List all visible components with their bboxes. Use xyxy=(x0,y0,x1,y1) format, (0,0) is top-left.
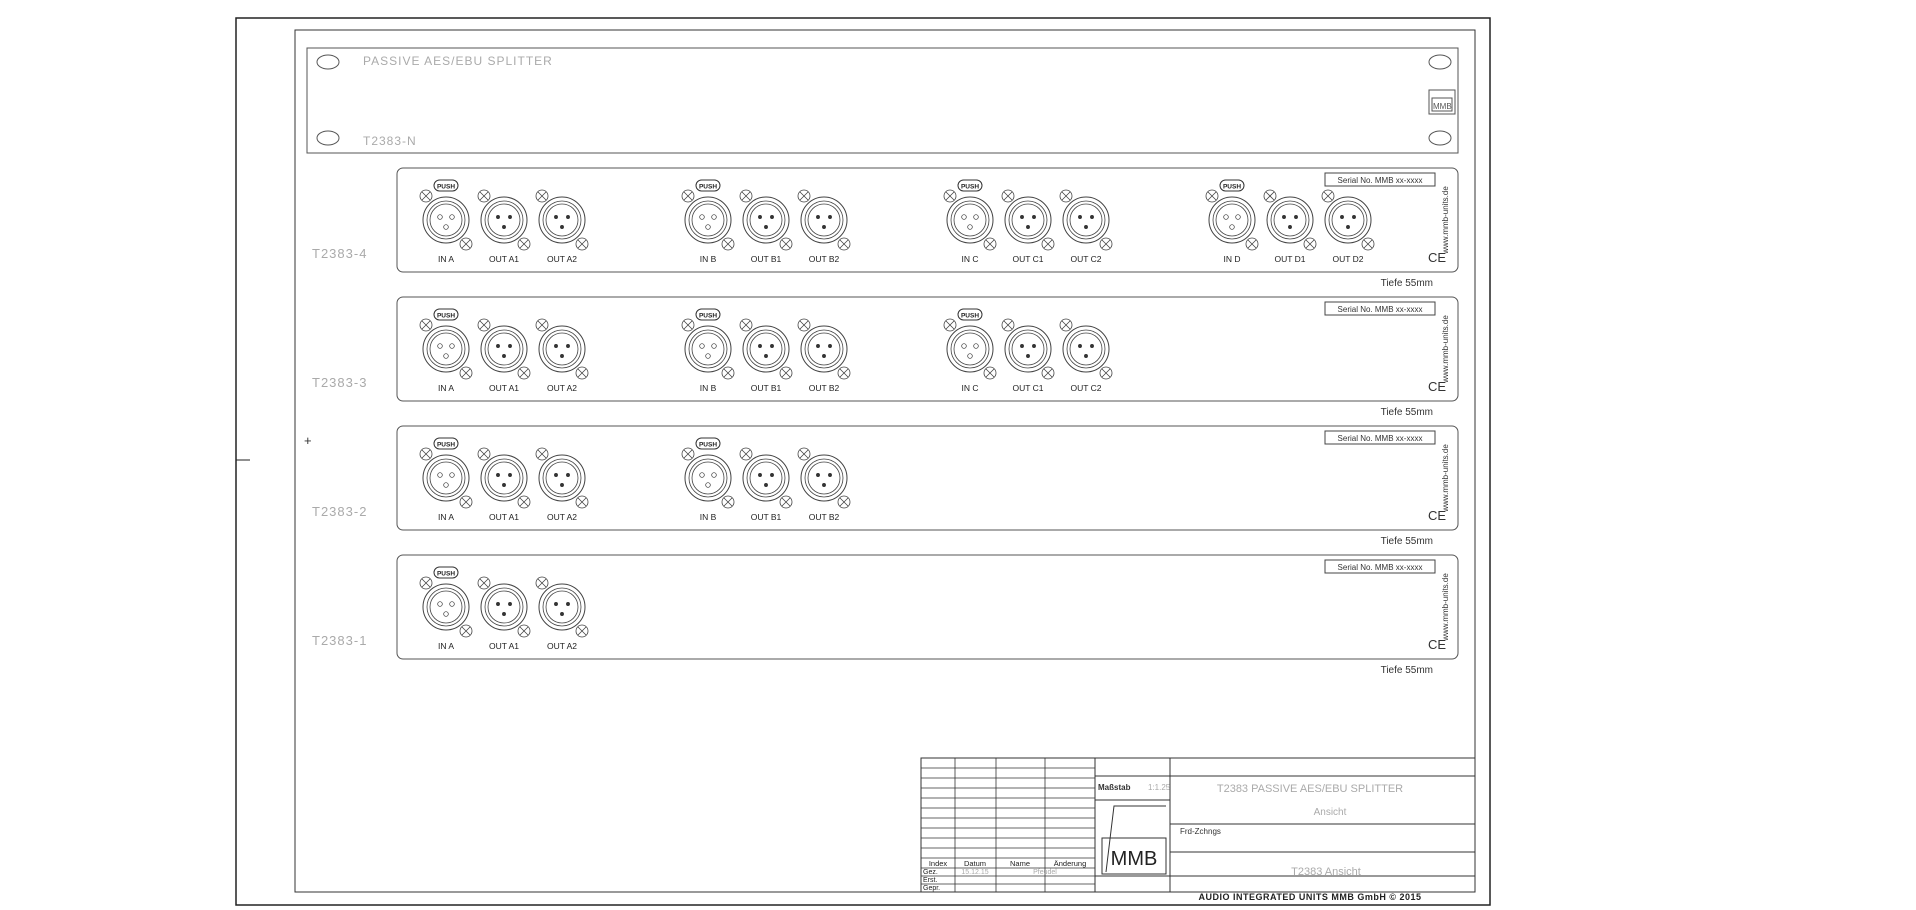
connector-label: OUT A2 xyxy=(546,254,578,264)
screw-icon xyxy=(536,319,548,331)
connector-label: IN C xyxy=(961,254,979,264)
screw-icon xyxy=(576,238,588,250)
xlr-input-in-c xyxy=(944,319,996,393)
revision-row-label: Gez. xyxy=(923,869,938,876)
xlr-output-out-a2 xyxy=(536,448,588,522)
ce-mark: CE xyxy=(1428,637,1447,652)
screw-icon xyxy=(780,238,792,250)
screw-icon xyxy=(798,319,810,331)
xlr-output-out-d2 xyxy=(1322,190,1374,264)
website-label: www.mmb-units.de xyxy=(1441,315,1450,383)
screw-icon xyxy=(420,190,432,202)
screw-icon xyxy=(780,496,792,508)
connector-group-1 xyxy=(420,438,588,522)
screw-icon xyxy=(518,496,530,508)
screw-icon xyxy=(1100,238,1112,250)
depth-label: Tiefe 55mm xyxy=(1380,665,1433,676)
screw-icon xyxy=(536,190,548,202)
connector-label: OUT D1 xyxy=(1274,254,1306,264)
mount-hole-bottom-right xyxy=(1429,131,1451,145)
screw-icon xyxy=(478,448,490,460)
push-label: PUSH xyxy=(960,183,980,191)
push-label: PUSH xyxy=(436,441,456,449)
connector-label: OUT B1 xyxy=(750,383,782,393)
mount-hole-bottom-left xyxy=(317,131,339,145)
revision-header: Name xyxy=(1009,859,1031,868)
connector-label: OUT C2 xyxy=(1070,383,1102,393)
ce-mark: CE xyxy=(1428,250,1447,265)
ce-mark: CE xyxy=(1428,508,1447,523)
website-label: www.mmb-units.de xyxy=(1441,444,1450,512)
module-name: T2383-3 xyxy=(312,375,368,390)
xlr-input-in-a xyxy=(420,319,472,393)
front-panel-title: PASSIVE AES/EBU SPLITTER xyxy=(363,54,553,68)
front-panel-model: T2383-N xyxy=(363,134,417,148)
screw-icon xyxy=(838,367,850,379)
module-name: T2383-4 xyxy=(312,246,368,261)
screw-icon xyxy=(420,577,432,589)
xlr-output-out-a1 xyxy=(478,577,530,651)
drawn-date: 15.12.15 xyxy=(961,869,989,876)
connector-group-3 xyxy=(944,309,1112,393)
connector-label: OUT B1 xyxy=(750,254,782,264)
xlr-output-out-b2 xyxy=(798,190,850,264)
xlr-input-in-b xyxy=(682,448,734,522)
xlr-input-in-a xyxy=(420,448,472,522)
xlr-output-out-b1 xyxy=(740,448,792,522)
drawn-by: Pfeudel xyxy=(1033,869,1057,876)
screw-icon xyxy=(1322,190,1334,202)
xlr-output-out-b2 xyxy=(798,448,850,522)
xlr-output-out-b1 xyxy=(740,319,792,393)
screw-icon xyxy=(838,496,850,508)
push-label: PUSH xyxy=(698,441,718,449)
connector-label: IN C xyxy=(961,383,979,393)
drawing-title: T2383 PASSIVE AES/EBU SPLITTER xyxy=(1216,783,1404,795)
xlr-output-out-a2 xyxy=(536,577,588,651)
connector-group-4 xyxy=(1206,180,1374,264)
revision-header: Änderung xyxy=(1053,859,1087,868)
screw-icon xyxy=(536,577,548,589)
screw-icon xyxy=(944,319,956,331)
drawing-number-label: Frd-Zchngs xyxy=(1180,827,1221,836)
screw-icon xyxy=(740,448,752,460)
xlr-output-out-c1 xyxy=(1002,190,1054,264)
xlr-output-out-d1 xyxy=(1264,190,1316,264)
module-T2383-3 xyxy=(312,297,1458,418)
sheet-frame xyxy=(236,18,1490,905)
screw-icon xyxy=(682,319,694,331)
connector-label: OUT B2 xyxy=(808,512,840,522)
xlr-output-out-a1 xyxy=(478,190,530,264)
push-label: PUSH xyxy=(698,183,718,191)
screw-icon xyxy=(536,448,548,460)
screw-icon xyxy=(460,238,472,250)
connector-label: OUT A1 xyxy=(488,641,520,651)
drawing-name: T2383 Ansicht xyxy=(1291,866,1361,878)
module-name: T2383-2 xyxy=(312,504,368,519)
connector-group-3 xyxy=(944,180,1112,264)
push-label: PUSH xyxy=(436,183,456,191)
module-T2383-4 xyxy=(312,168,1458,289)
screw-icon xyxy=(576,367,588,379)
connector-label: OUT B2 xyxy=(808,254,840,264)
ce-mark: CE xyxy=(1428,379,1447,394)
modules xyxy=(312,168,1458,676)
screw-icon xyxy=(984,238,996,250)
xlr-output-out-a2 xyxy=(536,190,588,264)
screw-icon xyxy=(780,367,792,379)
screw-icon xyxy=(722,238,734,250)
screw-icon xyxy=(478,319,490,331)
screw-icon xyxy=(944,190,956,202)
screw-icon xyxy=(1042,367,1054,379)
xlr-output-out-b2 xyxy=(798,319,850,393)
xlr-output-out-a1 xyxy=(478,319,530,393)
connector-group-1 xyxy=(420,180,588,264)
connector-label: IN A xyxy=(437,254,455,264)
website-label: www.mmb-units.de xyxy=(1441,573,1450,641)
revision-header: Datum xyxy=(963,859,987,868)
connector-label: OUT C1 xyxy=(1012,383,1044,393)
xlr-input-in-b xyxy=(682,190,734,264)
screw-icon xyxy=(460,625,472,637)
screw-icon xyxy=(722,496,734,508)
depth-label: Tiefe 55mm xyxy=(1380,278,1433,289)
connector-label: OUT A1 xyxy=(488,512,520,522)
scale-value: 1:1.25 xyxy=(1148,783,1171,792)
revision-table xyxy=(921,758,1095,892)
website-label: www.mmb-units.de xyxy=(1441,186,1450,254)
screw-icon xyxy=(1042,238,1054,250)
screw-icon xyxy=(576,496,588,508)
revision-row-label: Gepr. xyxy=(923,885,941,892)
screw-icon xyxy=(576,625,588,637)
mmb-logo xyxy=(1102,806,1166,874)
xlr-input-in-c xyxy=(944,190,996,264)
serial-label: Serial No. MMB xx-xxxx xyxy=(1337,563,1423,572)
connector-label: IN A xyxy=(437,383,455,393)
module-T2383-1 xyxy=(312,555,1458,676)
drawing-subtitle: Ansicht xyxy=(1313,807,1347,818)
screw-icon xyxy=(1100,367,1112,379)
mmb-logo-text: MMB xyxy=(1110,848,1158,870)
connector-label: IN A xyxy=(437,512,455,522)
screw-icon xyxy=(1206,190,1218,202)
push-label: PUSH xyxy=(960,312,980,320)
depth-label: Tiefe 55mm xyxy=(1380,536,1433,547)
mmb-logo-small xyxy=(1429,90,1455,114)
screw-icon xyxy=(1362,238,1374,250)
screw-icon xyxy=(420,319,432,331)
screw-icon xyxy=(682,448,694,460)
screw-icon xyxy=(798,448,810,460)
screw-icon xyxy=(984,367,996,379)
mount-hole-top-right xyxy=(1429,55,1451,69)
screw-icon xyxy=(722,367,734,379)
mmb-logo-small-text: MMB xyxy=(1433,102,1452,111)
connector-label: IN B xyxy=(699,512,717,522)
xlr-output-out-b1 xyxy=(740,190,792,264)
connector-group-1 xyxy=(420,567,588,651)
xlr-output-out-c2 xyxy=(1060,319,1112,393)
push-label: PUSH xyxy=(436,570,456,578)
screw-icon xyxy=(740,319,752,331)
xlr-input-in-b xyxy=(682,319,734,393)
origin-cross: + xyxy=(304,433,312,448)
connector-label: OUT B2 xyxy=(808,383,840,393)
xlr-input-in-d xyxy=(1206,190,1258,264)
connector-label: IN B xyxy=(699,383,717,393)
push-label: PUSH xyxy=(1222,183,1242,191)
connector-label: OUT A1 xyxy=(488,383,520,393)
screw-icon xyxy=(682,190,694,202)
connector-label: OUT C2 xyxy=(1070,254,1102,264)
connector-label: OUT C1 xyxy=(1012,254,1044,264)
push-label: PUSH xyxy=(698,312,718,320)
xlr-output-out-a2 xyxy=(536,319,588,393)
mount-hole-top-left xyxy=(317,55,339,69)
screw-icon xyxy=(740,190,752,202)
front-panel xyxy=(307,48,1458,153)
serial-label: Serial No. MMB xx-xxxx xyxy=(1337,176,1423,185)
serial-label: Serial No. MMB xx-xxxx xyxy=(1337,305,1423,314)
connector-label: IN A xyxy=(437,641,455,651)
screw-icon xyxy=(460,367,472,379)
connector-label: OUT A2 xyxy=(546,383,578,393)
xlr-output-out-c2 xyxy=(1060,190,1112,264)
module-name: T2383-1 xyxy=(312,633,368,648)
connector-label: OUT A2 xyxy=(546,641,578,651)
xlr-input-in-a xyxy=(420,577,472,651)
screw-icon xyxy=(420,448,432,460)
screw-icon xyxy=(1002,319,1014,331)
module-T2383-2 xyxy=(312,426,1458,547)
screw-icon xyxy=(1060,190,1072,202)
connector-label: OUT A1 xyxy=(488,254,520,264)
title-block xyxy=(921,758,1475,902)
screw-icon xyxy=(1304,238,1316,250)
screw-icon xyxy=(518,367,530,379)
scale-label: Maßstab xyxy=(1098,783,1131,792)
screw-icon xyxy=(1002,190,1014,202)
screw-icon xyxy=(838,238,850,250)
xlr-output-out-a1 xyxy=(478,448,530,522)
screw-icon xyxy=(478,577,490,589)
push-label: PUSH xyxy=(436,312,456,320)
screw-icon xyxy=(1060,319,1072,331)
connector-label: OUT B1 xyxy=(750,512,782,522)
screw-icon xyxy=(460,496,472,508)
xlr-input-in-a xyxy=(420,190,472,264)
connector-group-2 xyxy=(682,438,850,522)
revision-row-label: Erst. xyxy=(923,877,938,884)
revision-header: Index xyxy=(928,859,948,868)
copyright-footer: AUDIO INTEGRATED UNITS MMB GmbH © 2015 xyxy=(1198,892,1422,902)
screw-icon xyxy=(798,190,810,202)
screw-icon xyxy=(1264,190,1276,202)
depth-label: Tiefe 55mm xyxy=(1380,407,1433,418)
serial-label: Serial No. MMB xx-xxxx xyxy=(1337,434,1423,443)
connector-label: IN B xyxy=(699,254,717,264)
screw-icon xyxy=(518,238,530,250)
xlr-output-out-c1 xyxy=(1002,319,1054,393)
connector-label: OUT A2 xyxy=(546,512,578,522)
connector-group-1 xyxy=(420,309,588,393)
connector-group-2 xyxy=(682,309,850,393)
screw-icon xyxy=(518,625,530,637)
screw-icon xyxy=(1246,238,1258,250)
connector-group-2 xyxy=(682,180,850,264)
connector-label: IN D xyxy=(1223,254,1241,264)
screw-icon xyxy=(478,190,490,202)
inner-frame xyxy=(295,30,1475,892)
connector-label: OUT D2 xyxy=(1332,254,1364,264)
